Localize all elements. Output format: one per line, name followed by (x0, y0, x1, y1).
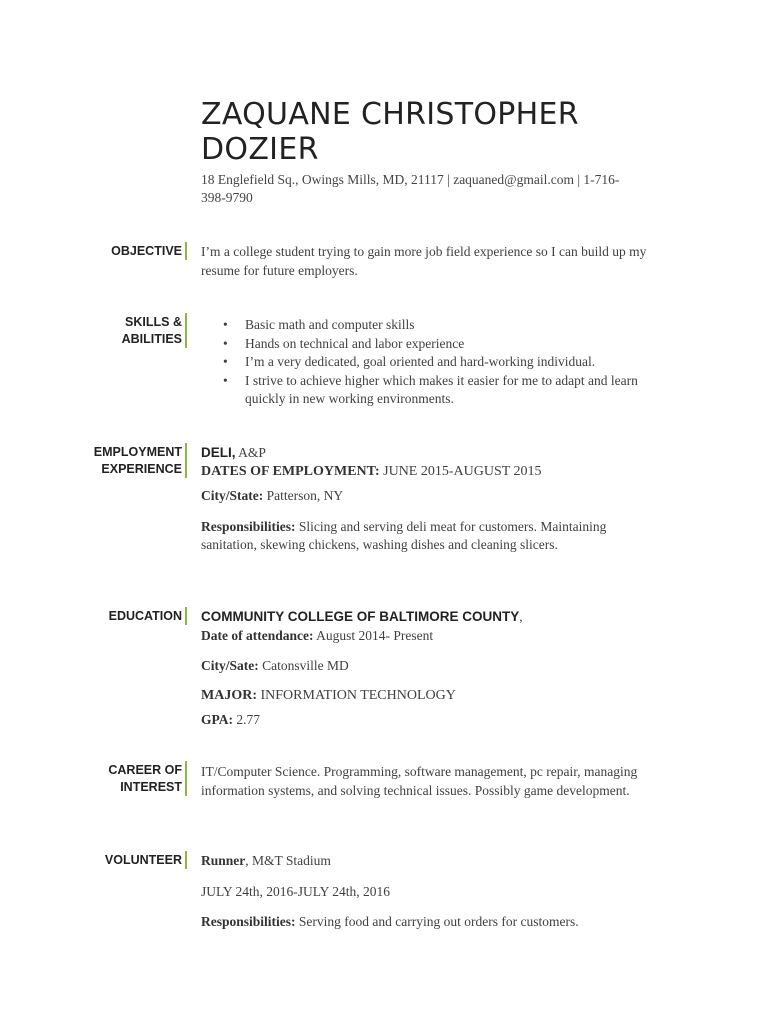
attendance-line (201, 627, 661, 646)
career-divider (185, 761, 187, 796)
skills-label-line2: ABILITIES (121, 332, 182, 346)
responsibilities-value: Serving food and carrying out orders for customers. (298, 914, 579, 929)
education-label: EDUCATION (108, 609, 182, 623)
volunteer-org: , M&T Stadium (245, 853, 331, 868)
bullet-icon: • (223, 354, 228, 369)
volunteer-dates: JULY 24th, 2016-JULY 24th, 2016 (201, 883, 391, 899)
gpa-label: GPA: (201, 712, 233, 727)
skills-divider (185, 313, 187, 348)
volunteer-responsibilities (201, 913, 661, 932)
employer-line (201, 444, 661, 463)
major-value: INFORMATION TECHNOLOGY (260, 687, 456, 703)
company-name: A&P (238, 445, 266, 460)
employment-label (60, 444, 182, 478)
employment-label-line2: EXPERIENCE (101, 462, 182, 476)
skill-text: I strive to achieve higher which makes it easier for me to adapt and learn quickly in new working environments. (245, 372, 638, 406)
list-item (201, 372, 661, 409)
objective-divider (185, 242, 187, 260)
list-item (201, 353, 661, 372)
gpa-line (201, 711, 661, 730)
school-suffix: , (519, 609, 523, 624)
skills-label-line1: SKILLS & (125, 315, 182, 329)
employer-name: DELI, (201, 445, 236, 460)
city-label: City/State: (201, 488, 264, 503)
employment-dates (201, 463, 661, 482)
skill-text: I’m a very dedicated, goal oriented and hard-working individual. (245, 354, 596, 369)
responsibilities-label: Responsibilities: (201, 518, 296, 534)
employment-responsibilities (201, 518, 661, 555)
dates-label: DATES OF EMPLOYMENT: (201, 463, 380, 479)
list-item (201, 335, 661, 354)
bullet-icon: • (223, 372, 228, 388)
attendance-label: Date of attendance: (201, 627, 314, 643)
gpa-value: 2.77 (236, 712, 260, 727)
bullet-icon: • (223, 317, 228, 332)
skill-text: Basic math and computer skills (245, 317, 415, 332)
skills-list (201, 316, 661, 409)
volunteer-divider (185, 851, 187, 869)
education-details (201, 608, 661, 730)
city-label: City/Sate: (201, 658, 259, 673)
responsibilities-value: Slicing and serving deli meat for customers. Maintaining sanitation, skewing chickens, washing dishes and cleaning slicers. (201, 518, 607, 552)
major-line (201, 687, 661, 706)
volunteer-role-line (201, 852, 661, 871)
career-text: IT/Computer Science. Programming, software management, pc repair, managing information systems, and solving technical issues. Possibly game development. (201, 764, 638, 798)
school-name: COMMUNITY COLLEGE OF BALTIMORE COUNTY (201, 609, 520, 624)
volunteer-label: VOLUNTEER (104, 853, 182, 867)
employment-label-line1: EMPLOYMENT (93, 445, 182, 459)
education-divider (185, 607, 187, 625)
volunteer-details (201, 852, 661, 932)
responsibilities-label: Responsibilities: (201, 914, 296, 929)
career-label-line1: CAREER OF (108, 763, 182, 777)
dates-value: JUNE 2015-AUGUST 2015 (383, 463, 542, 479)
contact-info: 18 Englefield Sq., Owings Mills, MD, 21117 | zaquaned@gmail.com | 1-716-398-9790 (201, 172, 620, 205)
city-value: Catonsville MD (262, 658, 349, 673)
employment-details (201, 444, 661, 555)
career-label-line2: INTEREST (120, 780, 182, 794)
list-item (201, 316, 661, 335)
city-value: Patterson, NY (266, 488, 344, 503)
bullet-icon: • (223, 335, 228, 351)
education-city (201, 657, 661, 676)
skill-text: Hands on technical and labor experience (245, 335, 465, 351)
candidate-name: ZAQUANE CHRISTOPHER DOZIER (201, 97, 579, 167)
volunteer-role: Runner (201, 853, 246, 868)
employment-divider (185, 443, 187, 478)
objective-text: I’m a college student trying to gain more job field experience so I can build up my resume for future employers. (201, 244, 647, 278)
skills-label (60, 314, 182, 348)
career-label (60, 762, 182, 796)
skills-list-container (201, 316, 661, 409)
major-label: MAJOR: (201, 687, 257, 703)
employment-city (201, 487, 661, 506)
attendance-value: August 2014- Present (316, 627, 434, 643)
school-line (201, 608, 661, 627)
objective-label: OBJECTIVE (111, 244, 182, 258)
